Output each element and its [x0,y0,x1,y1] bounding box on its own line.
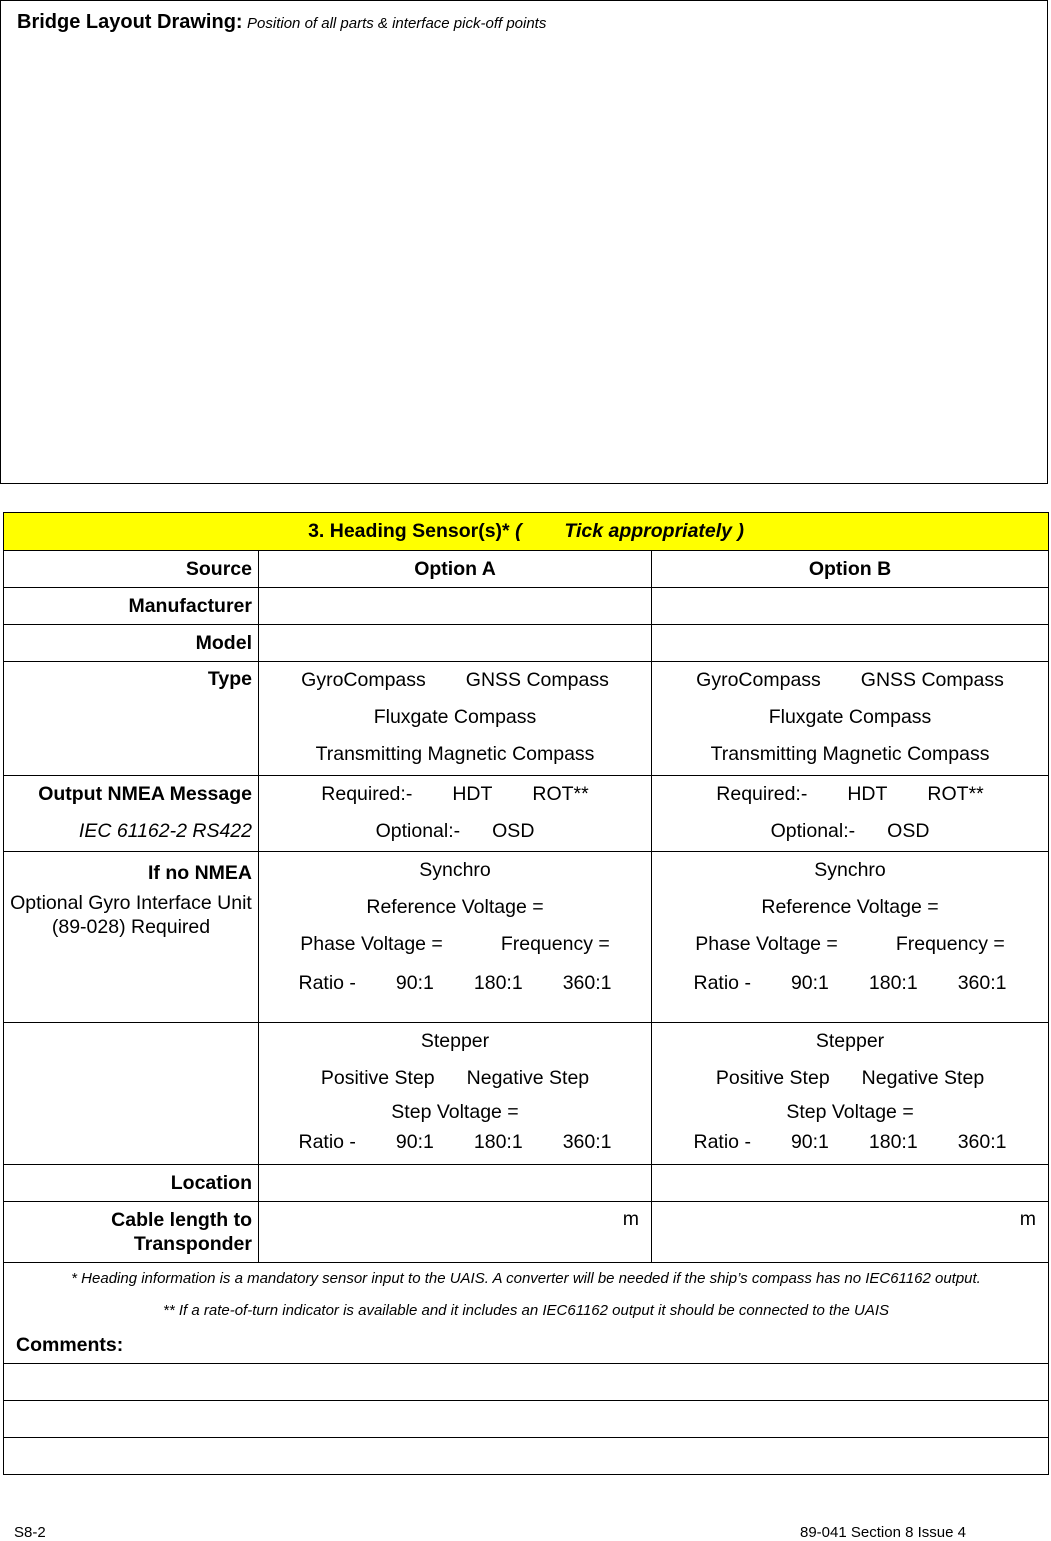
stepper-options-b [652,1023,1049,1165]
heading-sensor-table [3,512,1049,1475]
phase-voltage-field[interactable]: Phase Voltage = [300,933,443,955]
section-banner [4,513,1049,551]
type-label: Type [4,662,259,776]
ratio-90-option[interactable]: 90:1 [395,1131,434,1153]
drawing-subtitle: Position of all parts & interface pick-off points [247,15,547,32]
option-b-header: Option B [652,551,1049,588]
document-reference: 89-041 Section 8 Issue 4 [800,1524,966,1541]
ratio-label: Ratio - [298,1131,356,1153]
osd-option[interactable]: OSD [492,820,535,842]
frequency-field[interactable]: Frequency = [895,933,1005,955]
gnss-compass-option[interactable]: GNSS Compass [465,669,609,691]
comments-line-1[interactable] [4,1364,1049,1401]
nmea-options-b [652,776,1049,852]
fluxgate-compass-option[interactable]: Fluxgate Compass [373,706,537,728]
output-nmea-label [4,776,259,852]
negative-step-option[interactable]: Negative Step [466,1067,590,1089]
comments-label: Comments: [16,1334,124,1356]
type-options-a [259,662,652,776]
cable-length-label: Cable length to Transponder [4,1202,259,1263]
location-label: Location [4,1165,259,1202]
positive-step-option[interactable]: Positive Step [320,1067,435,1089]
ratio-360-option[interactable]: 360:1 [562,1131,612,1153]
ratio-label: Ratio - [298,972,356,994]
synchro-option[interactable]: Synchro [814,859,886,881]
stepper-options-a [259,1023,652,1165]
source-label: Source [4,551,259,588]
interface-options-a [259,852,652,1023]
gnss-compass-option[interactable]: GNSS Compass [860,669,1004,691]
ratio-360-option[interactable]: 360:1 [562,972,612,994]
drawing-title [17,11,546,34]
ratio-360-option[interactable]: 360:1 [957,1131,1007,1153]
frequency-field[interactable]: Frequency = [500,933,610,955]
ratio-90-option[interactable]: 90:1 [790,1131,829,1153]
ratio-90-option[interactable]: 90:1 [790,972,829,994]
fluxgate-compass-option[interactable]: Fluxgate Compass [768,706,932,728]
hdt-option[interactable]: HDT [452,783,493,805]
ratio-180-option[interactable]: 180:1 [868,972,918,994]
page-number: S8-2 [14,1524,46,1541]
no-nmea-title: If no NMEA [148,862,252,884]
positive-step-option[interactable]: Positive Step [715,1067,830,1089]
no-nmea-label [4,852,259,1023]
stepper-empty-label [4,1023,259,1165]
ratio-90-option[interactable]: 90:1 [395,972,434,994]
manufacturer-field-a[interactable] [259,588,652,625]
rot-option[interactable]: ROT** [532,783,589,805]
phase-voltage-field[interactable]: Phase Voltage = [695,933,838,955]
heading-note: * Heading information is a mandatory sensor input to the UAIS. A converter will be needed if the ship’s compass has no IEC61162 output. [71,1270,981,1287]
model-label: Model [4,625,259,662]
comments-line-3[interactable] [4,1438,1049,1475]
synchro-option[interactable]: Synchro [419,859,491,881]
cable-length-field-a[interactable] [259,1202,652,1263]
ratio-180-option[interactable]: 180:1 [473,1131,523,1153]
notes-block [4,1263,1049,1364]
section-title: 3. Heading Sensor(s)* [308,520,510,542]
meters-unit: m [1019,1208,1037,1230]
optional-label: Optional:- [770,820,856,842]
transmitting-magnetic-compass-option[interactable]: Transmitting Magnetic Compass [710,743,990,765]
optional-label: Optional:- [375,820,461,842]
stepper-option[interactable]: Stepper [420,1030,490,1052]
gyrocompass-option[interactable]: GyroCompass [696,669,821,691]
manufacturer-field-b[interactable] [652,588,1049,625]
negative-step-option[interactable]: Negative Step [861,1067,985,1089]
rot-option[interactable]: ROT** [927,783,984,805]
step-voltage-field[interactable]: Step Voltage = [391,1101,519,1123]
type-options-b [652,662,1049,776]
iec-label: IEC 61162-2 RS422 [78,820,252,842]
required-label: Required:- [716,783,808,805]
transmitting-magnetic-compass-option[interactable]: Transmitting Magnetic Compass [315,743,595,765]
hdt-option[interactable]: HDT [847,783,888,805]
meters-unit: m [622,1208,639,1230]
cable-length-field-b[interactable] [652,1202,1049,1263]
paren-open: ( [515,520,522,542]
reference-voltage-field[interactable]: Reference Voltage = [366,896,544,918]
step-voltage-field[interactable]: Step Voltage = [786,1101,914,1123]
option-a-header: Option A [259,551,652,588]
output-nmea-title: Output NMEA Message [38,783,252,805]
gyro-interface-note: Optional Gyro Interface Unit (89-028) Required [10,892,252,938]
location-field-a[interactable] [259,1165,652,1202]
required-label: Required:- [321,783,413,805]
tick-instruction: Tick appropriately ) [564,520,744,542]
nmea-options-a [259,776,652,852]
ratio-180-option[interactable]: 180:1 [868,1131,918,1153]
comments-line-2[interactable] [4,1401,1049,1438]
ratio-180-option[interactable]: 180:1 [473,972,523,994]
ratio-label: Ratio - [693,972,751,994]
osd-option[interactable]: OSD [887,820,930,842]
stepper-option[interactable]: Stepper [815,1030,885,1052]
ratio-label: Ratio - [693,1131,751,1153]
manufacturer-label: Manufacturer [4,588,259,625]
gyrocompass-option[interactable]: GyroCompass [301,669,426,691]
interface-options-b [652,852,1049,1023]
reference-voltage-field[interactable]: Reference Voltage = [761,896,939,918]
bridge-layout-drawing-area[interactable] [0,0,1048,484]
location-field-b[interactable] [652,1165,1049,1202]
rot-note: ** If a rate-of-turn indicator is available and it includes an IEC61162 output it should be connected to the UAIS [163,1302,890,1319]
model-field-b[interactable] [652,625,1049,662]
ratio-360-option[interactable]: 360:1 [957,972,1007,994]
drawing-title-text: Bridge Layout Drawing: [17,11,243,33]
model-field-a[interactable] [259,625,652,662]
